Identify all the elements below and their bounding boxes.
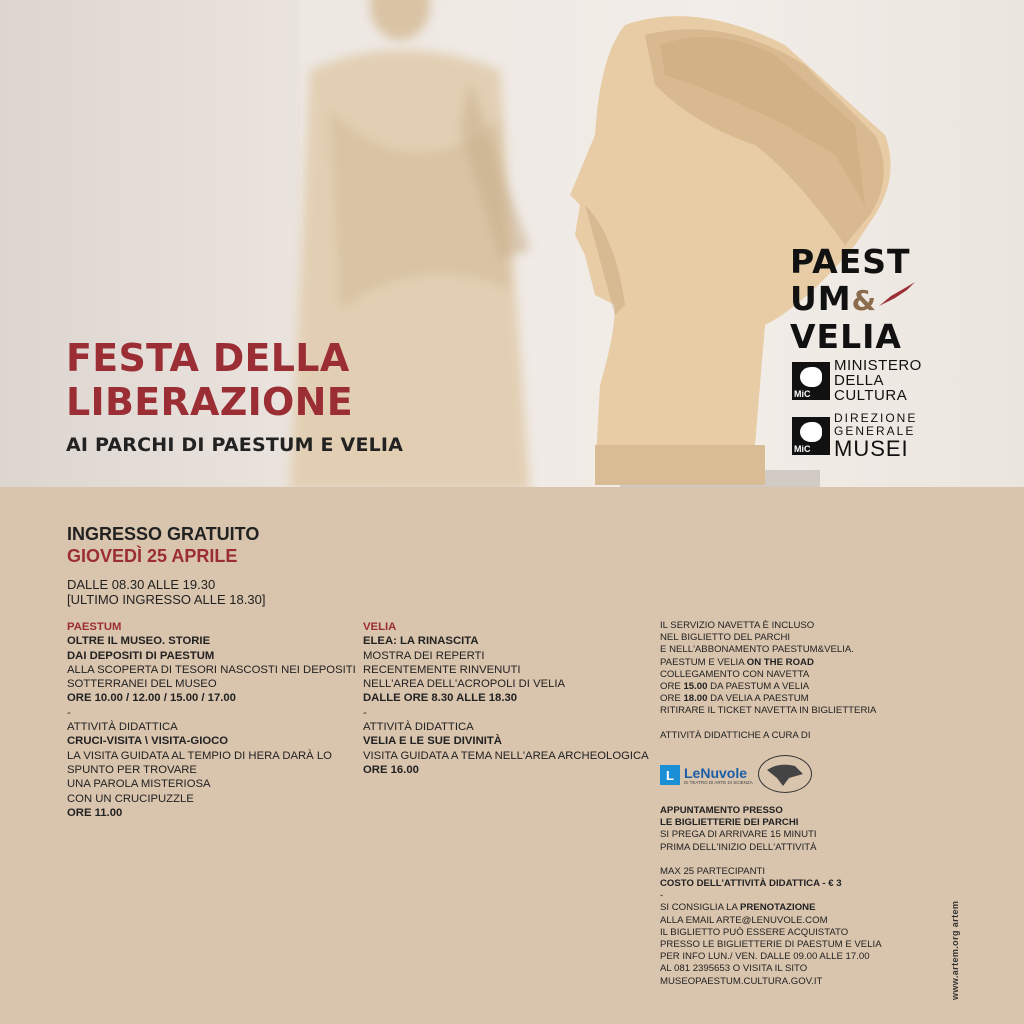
opening-hours [67,577,265,607]
appointment-line-1: APPUNTAMENTO PRESSO [660,805,783,816]
paestum-title-3: CRUCI-VISITA \ VISITA-GIOCO [67,735,229,748]
shuttle-line-1: IL SERVIZIO NAVETTA È INCLUSO [660,620,815,631]
ministero-line-1: MINISTERO [834,357,922,374]
shuttle-line-5: COLLEGAMENTO CON NAVETTA [660,668,810,680]
title-line-2: LIBERAZIONE [66,380,354,424]
diver-icon [877,280,917,310]
logo-line-3: VELIA [790,317,902,356]
ministero-line-2: DELLA [834,372,885,389]
ministero-line-3: CULTURA [834,387,908,404]
curated-by-label: ATTIVITÀ DIDATTICHE A CURA DI [660,729,811,741]
direzione-musei-logo [792,412,917,460]
appointment-line-3: SI PREGA DI ARRIVARE 15 MINUTI [660,829,817,841]
appointment-column [660,805,882,988]
shuttle-line-3: E NELL'ABBONAMENTO PAESTUM&VELIA. [660,644,854,656]
page-title [66,336,353,424]
paestum-velia-logo [790,244,960,355]
shuttle-line-6 [660,681,876,693]
velia-heading: VELIA [363,621,397,633]
hours-line-1: DALLE 08.30 ALLE 19.30 [67,577,216,592]
velia-time-1: DALLE ORE 8.30 ALLE 18.30 [363,692,518,705]
services-column [660,620,876,742]
mic-label: MiC [794,388,811,399]
prenotazione: PRENOTAZIONE [739,902,816,914]
lenuvole-name: LeNuvole [684,764,748,781]
velia-desc-3: NELL'AREA DELL'ACROPOLI DI VELIA [363,678,566,691]
separator: - [67,706,71,719]
mic-emblem-icon [792,362,830,400]
velia-desc-2: RECENTEMENTE RINVENUTI [363,663,521,676]
direzione-line-2: GENERALE [834,424,916,438]
activity-cost: COSTO DELL'ATTIVITÀ DIDATTICA - € 3 [660,878,842,890]
paestum-title-2: DAI DEPOSITI DI PAESTUM [67,649,215,662]
shuttle-line-2: NEL BIGLIETTO DEL PARCHI [660,632,791,644]
paestum-desc-3: LA VISITA GUIDATA AL TEMPIO DI HERA DARÀ LO [67,749,332,762]
velia-title-2: VELIA E LE SUE DIVINITÀ [363,735,502,748]
paestum-title-1: OLTRE IL MUSEO. STORIE [67,635,211,648]
shuttle-line-7 [660,693,876,705]
appointment-line-2: LE BIGLIETTERIE DEI PARCHI [660,817,799,829]
shuttle-line-7-prefix: ORE [660,693,684,705]
activity-label: ATTIVITÀ DIDATTICA [363,721,474,734]
booking-line-5: PER INFO LUN./ VEN. DALLE 09.00 ALLE 17.00 [660,951,870,963]
logo-line-2-text: UM [790,279,852,318]
booking-line-6: AL 081 2395653 O VISITA IL SITO [660,963,808,975]
shuttle-line-4 [660,657,876,669]
paestum-heading: PAESTUM [67,621,122,633]
separator: - [363,706,367,719]
velia-time-2: ORE 16.00 [363,763,419,776]
title-line-1: FESTA DELLA [66,336,350,380]
shuttle-line-8: RITIRARE IL TICKET NAVETTA IN BIGLIETTERIA [660,705,877,717]
velia-desc-1: MOSTRA DEI REPERTI [363,649,485,662]
free-entry-heading: INGRESSO GRATUITO [67,524,260,544]
paestum-desc-4: SPUNTO PER TROVARE [67,763,197,776]
hours-line-2: [ULTIMO INGRESSO ALLE 18.30] [67,592,266,607]
lenuvole-logo [660,765,753,785]
paestum-time-2: ORE 11.00 [67,806,123,819]
paestum-desc-6: CON UN CRUCIPUZZLE [67,792,194,805]
partner-seal-icon [758,755,812,793]
mic-label: MiC [794,444,811,454]
on-the-road: ON THE ROAD [746,656,814,668]
logo-line-1: PAEST [790,242,911,281]
paestum-desc-5: UNA PAROLA MISTERIOSA [67,778,211,791]
paestum-desc-2: SOTTERRANEI DEL MUSEO [67,678,217,691]
booking-line-1 [660,902,882,914]
paestum-column [67,620,356,820]
page-subtitle: AI PARCHI DI PAESTUM E VELIA [66,434,404,456]
designer-credit: www.artem.org artem [950,900,960,1000]
shuttle-line-6-prefix: ORE [660,681,684,693]
booking-line-3: IL BIGLIETTO PUÒ ESSERE ACQUISTATO [660,926,849,938]
winged-figure-icon [759,756,811,792]
paestum-desc-1: ALLA SCOPERTA DI TESORI NASCOSTI NEI DEPOSITI [67,663,356,676]
shuttle-time-1: 15.00 [683,681,708,693]
lenuvole-subtitle: DI TEATRO DI ARTE DI SCIENZA [684,779,753,785]
max-participants: MAX 25 PARTECIPANTI [660,865,766,877]
shuttle-line-7-route: DA VELIA A PAESTUM [707,693,809,705]
velia-column [363,620,649,777]
paestum-times: ORE 10.00 / 12.00 / 15.00 / 17.00 [67,692,236,705]
website-link[interactable]: MUSEOPAESTUM.CULTURA.GOV.IT [660,975,823,987]
shuttle-line-4-text: PAESTUM E VELIA [660,656,747,668]
shuttle-line-6-route: DA PAESTUM A VELIA [707,681,810,693]
separator: - [660,890,664,902]
appointment-line-4: PRIMA DELL'INIZIO DELL'ATTIVITÀ [660,841,817,853]
lenuvole-icon: L [660,765,680,785]
activity-label: ATTIVITÀ DIDATTICA [67,721,178,734]
direzione-line-3: MUSEI [834,436,909,461]
entry-info [67,523,265,607]
ministero-logo [792,358,922,403]
logo-line-2 [790,280,960,319]
booking-email[interactable]: ALLA EMAIL ARTE@LENUVOLE.COM [660,914,828,926]
event-date: GIOVEDÌ 25 APRILE [67,546,238,566]
direzione-line-1: DIREZIONE [834,411,918,425]
mic-emblem-icon [792,417,830,455]
velia-title-1: ELEA: LA RINASCITA [363,635,479,648]
booking-line-4: PRESSO LE BIGLIETTERIE DI PAESTUM E VELIA [660,939,882,951]
velia-desc-4: VISITA GUIDATA A TEMA NELL'AREA ARCHEOLOGICA [363,749,649,762]
booking-line-1-text: SI CONSIGLIA LA [660,902,740,914]
shuttle-time-2: 18.00 [683,693,708,705]
logo-ampersand: & [851,284,878,317]
